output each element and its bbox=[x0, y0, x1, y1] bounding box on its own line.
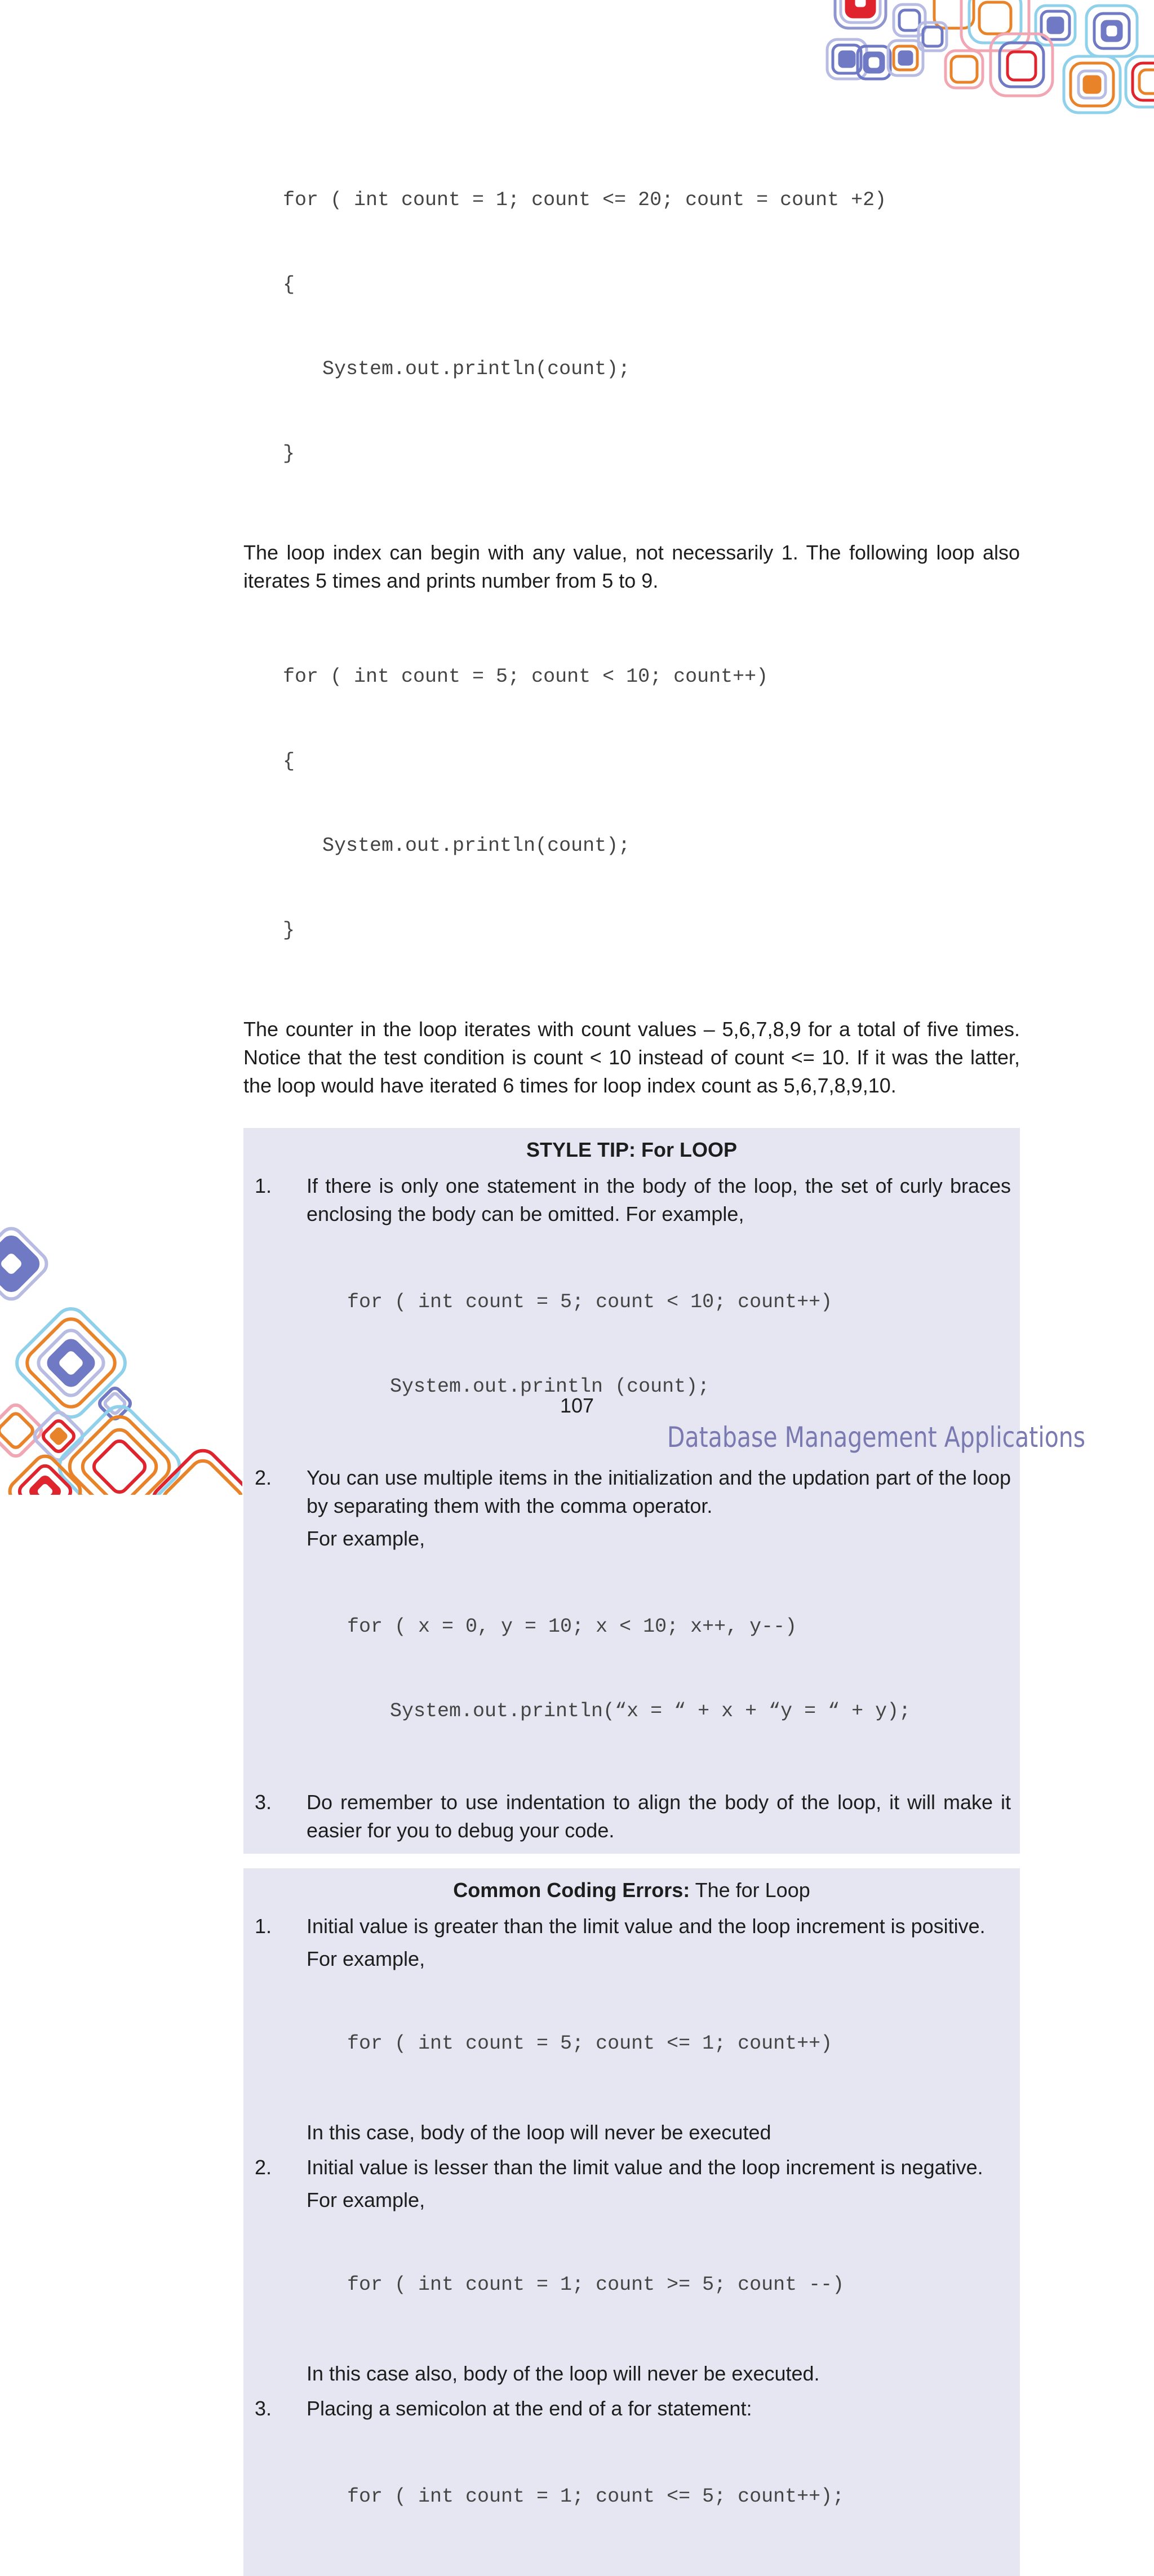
decorative-squares-top bbox=[822, 0, 1154, 118]
code-line: for ( int count = 5; count < 10; count++) bbox=[283, 665, 769, 688]
item-number: 2. bbox=[255, 2156, 272, 2179]
code-line: for ( int count = 1; count <= 20; count = count +2) bbox=[283, 189, 887, 211]
code-line: { bbox=[283, 273, 295, 296]
code-block-loop-step-2 bbox=[283, 130, 1020, 524]
item-text: Do remember to use indentation to align the body of the loop, it will make it easier for you to debug your code. bbox=[307, 1791, 1011, 1842]
code-block-loop-5-to-9 bbox=[283, 606, 1020, 1001]
item-code bbox=[347, 1973, 1011, 2114]
item-number: 3. bbox=[255, 2397, 272, 2420]
error-item bbox=[252, 2395, 1011, 2567]
code-line: System.out.println(“x = “ + x + “y = “ + y); bbox=[390, 1700, 911, 1722]
item-code bbox=[347, 2426, 1011, 2567]
code-line: for ( int count = 5; count <= 1; count++) bbox=[347, 2032, 833, 2055]
paragraph-counter-explanation: The counter in the loop iterates with count values – 5,6,7,8,9 for a total of five times. Notice that the test condition is count < 10 instead of count <= 10. If it was the latter, the loop would have iterated 6 times for loop index count as 5,6,7,8,9,10. bbox=[243, 1018, 1020, 1097]
item-text: Placing a semicolon at the end of a for statement: bbox=[307, 2397, 752, 2420]
item-code bbox=[347, 1556, 1011, 1782]
code-line: for ( int count = 1; count >= 5; count --) bbox=[347, 2273, 845, 2296]
item-note: In this case, body of the loop will never be executed bbox=[307, 2121, 771, 2144]
code-line: System.out.println (count); bbox=[390, 1375, 710, 1398]
item-text: If there is only one statement in the body of the loop, the set of curly braces enclosing the body can be omitted. For example, bbox=[307, 1174, 1011, 1225]
item-note: In this case also, body of the loop will never be executed. bbox=[307, 2362, 820, 2385]
error-item bbox=[252, 1912, 1011, 2147]
code-line: System.out.println(count); bbox=[322, 358, 631, 380]
item-text: Initial value is lesser than the limit value and the loop increment is negative. bbox=[307, 2156, 983, 2179]
page-content bbox=[243, 130, 1020, 2576]
common-errors-box bbox=[243, 1868, 1020, 2576]
page-number: 107 bbox=[560, 1394, 594, 1417]
style-tip-box bbox=[243, 1128, 1020, 1854]
code-line: for ( x = 0, y = 10; x < 10; x++, y--) bbox=[347, 1615, 797, 1638]
item-number: 1. bbox=[255, 1174, 272, 1197]
item-text: Initial value is greater than the limit value and the loop increment is positive. bbox=[307, 1915, 986, 1938]
error-item bbox=[252, 2153, 1011, 2388]
item-subtext: For example, bbox=[307, 1527, 425, 1550]
code-line: for ( int count = 5; count < 10; count++) bbox=[347, 1291, 833, 1313]
code-line: for ( int count = 1; count <= 5; count++); bbox=[347, 2485, 845, 2508]
style-tip-title: STYLE TIP: For LOOP bbox=[526, 1138, 737, 1161]
book-title-footer: Database Management Applications bbox=[667, 1421, 1085, 1454]
decorative-diamonds-bottom bbox=[0, 1219, 242, 1495]
item-code bbox=[347, 2214, 1011, 2355]
item-text: You can use multiple items in the initialization and the updation part of the loop by separating them with the comma operator. bbox=[307, 1466, 1011, 1517]
item-number: 2. bbox=[255, 1466, 272, 1489]
item-subtext: For example, bbox=[307, 2188, 425, 2211]
item-number: 1. bbox=[255, 1915, 272, 1938]
item-subtext: For example, bbox=[307, 1947, 425, 1970]
item-number: 3. bbox=[255, 1791, 272, 1814]
common-errors-title: Common Coding Errors: The for Loop bbox=[453, 1878, 810, 1902]
code-line: { bbox=[283, 750, 295, 772]
code-line: } bbox=[283, 442, 295, 465]
paragraph-loop-index: The loop index can begin with any value, not necessarily 1. The following loop also iterates 5 times and prints number from 5 to 9. bbox=[243, 541, 1020, 592]
style-tip-item bbox=[252, 1788, 1011, 1845]
style-tip-item bbox=[252, 1464, 1011, 1782]
code-line: System.out.println(count); bbox=[322, 834, 631, 857]
code-line: } bbox=[283, 919, 295, 941]
